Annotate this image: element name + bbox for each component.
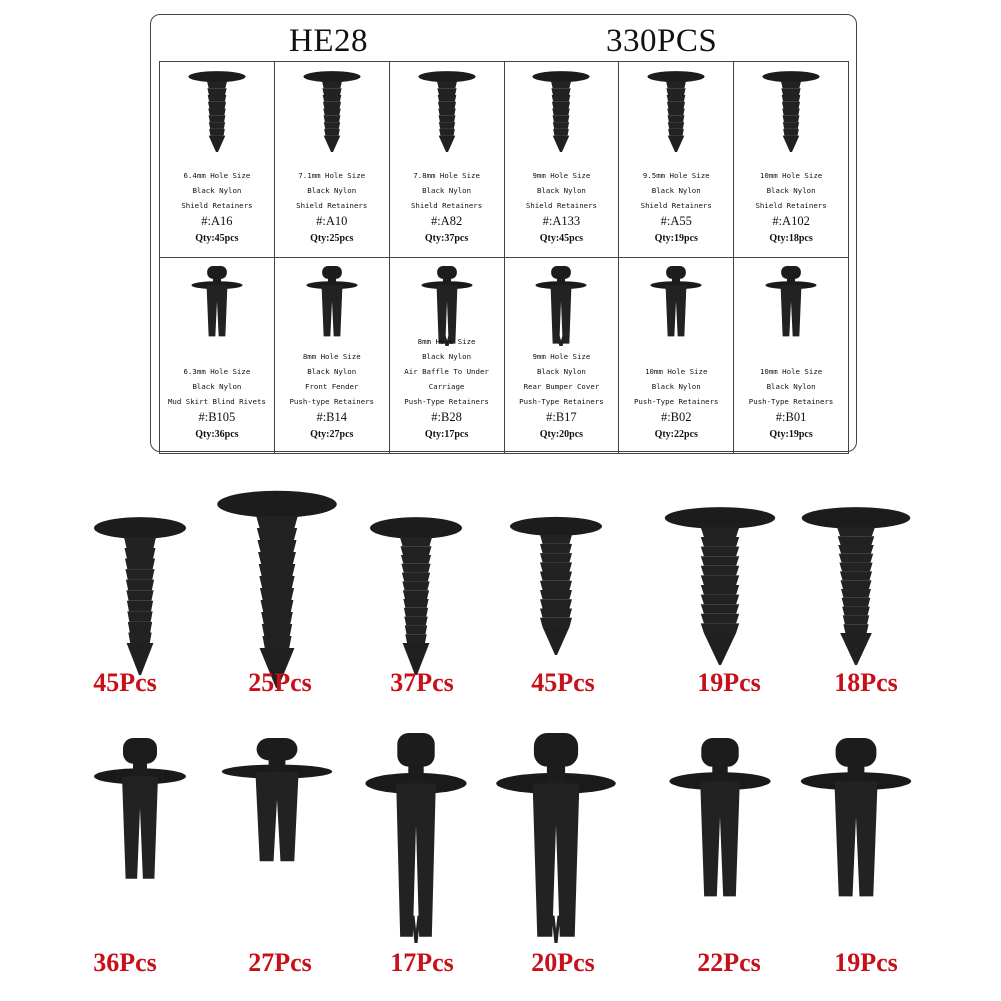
material: Black Nylon [422, 186, 472, 195]
material: Black Nylon [651, 186, 701, 195]
quantity: Qty:27pcs [310, 429, 354, 440]
piece-count-label: 19Pcs [697, 668, 761, 697]
application: Rear Bumper Cover [523, 382, 600, 391]
part-code: #:B01 [775, 410, 807, 424]
spec-cell [734, 258, 849, 454]
quantity: Qty:19pcs [654, 233, 698, 244]
hole-size: 6.4mm Hole Size [183, 171, 251, 180]
part-code: #:A16 [201, 214, 233, 228]
push-rivet-photo [90, 738, 190, 898]
spec-cell [734, 62, 849, 258]
spec-cell [275, 258, 390, 454]
spec-cell [505, 258, 620, 454]
application-line2: Push-Type Retainers [519, 397, 604, 406]
quantity: Qty:36pcs [195, 429, 239, 440]
application-line2: Push-type Retainers [289, 397, 375, 406]
push-rivet-icon [361, 733, 471, 943]
material: Black Nylon [307, 367, 357, 376]
hole-size: 7.8mm Hole Size [413, 171, 480, 180]
part-code: #:A55 [660, 214, 692, 228]
application: Mud Skirt Blind Rivets [167, 397, 266, 406]
spec-cell [619, 258, 734, 454]
piece-count-label: 18Pcs [834, 668, 898, 697]
part-code: #:B17 [546, 410, 577, 424]
push-rivet-icon [303, 266, 361, 346]
piece-count-label: 36Pcs [93, 948, 157, 977]
piece-count-label: 17Pcs [390, 948, 454, 977]
christmas-tree-retainer-icon [760, 70, 822, 152]
material: Black Nylon [651, 382, 701, 391]
hole-size: 10mm Hole Size [759, 367, 823, 376]
piece-count-label: 45Pcs [531, 668, 595, 697]
spec-cell [505, 62, 620, 258]
christmas-tree-retainer-icon [645, 70, 707, 152]
part-code: #:B14 [316, 410, 348, 424]
quantity: Qty:17pcs [424, 429, 469, 440]
christmas-tree-retainer-photo [212, 488, 342, 688]
hole-size: 8mm Hole Size [302, 352, 361, 361]
material: Black Nylon [536, 367, 586, 376]
christmas-tree-retainer-photo [90, 515, 190, 675]
christmas-tree-retainer-photo [797, 505, 915, 665]
application: Shield Retainers [755, 201, 827, 210]
spec-cell [390, 258, 505, 454]
application-line2: Push-Type Retainers [404, 397, 489, 406]
product-spec-card [150, 14, 857, 452]
push-rivet-photo [665, 738, 775, 918]
material: Black Nylon [766, 382, 816, 391]
push-rivet-icon [188, 266, 246, 346]
material: Black Nylon [766, 186, 816, 195]
hole-size: 9.5mm Hole Size [642, 171, 710, 180]
material: Black Nylon [192, 186, 242, 195]
application: Shield Retainers [640, 201, 712, 210]
quantity: Qty:45pcs [539, 233, 584, 244]
part-code: #:B105 [198, 410, 236, 424]
spec-cell [160, 62, 275, 258]
piece-count-label: 27Pcs [248, 948, 312, 977]
christmas-tree-retainer-icon [90, 515, 190, 675]
push-rivet-photo [361, 733, 471, 943]
hole-size: 9mm Hole Size [532, 352, 591, 361]
model-title: HE28 [289, 23, 368, 59]
spec-cell [390, 62, 505, 258]
push-rivet-icon [532, 266, 590, 346]
christmas-tree-retainer-icon [797, 505, 915, 665]
christmas-tree-retainer-icon [301, 70, 363, 152]
christmas-tree-retainer-photo [366, 515, 466, 675]
material: Black Nylon [422, 352, 472, 361]
push-rivet-icon [762, 266, 820, 346]
quantity: Qty:37pcs [424, 233, 469, 244]
spec-cell [160, 258, 275, 454]
application: Front Fender [305, 382, 359, 391]
push-rivet-photo [217, 738, 337, 878]
material: Black Nylon [536, 186, 586, 195]
part-code: #:B28 [431, 410, 462, 424]
card-header [151, 15, 856, 60]
push-rivet-icon [90, 738, 190, 898]
quantity: Qty:18pcs [769, 233, 813, 244]
push-rivet-photo [796, 738, 916, 918]
push-rivet-icon [491, 733, 621, 943]
total-count-title: 330PCS [606, 23, 718, 59]
application: Air Baffle To Under Carriage [404, 367, 489, 391]
piece-count-label: 45Pcs [93, 668, 157, 697]
quantity: Qty:25pcs [310, 233, 354, 244]
christmas-tree-retainer-photo [660, 505, 780, 665]
christmas-tree-retainer-icon [186, 70, 248, 152]
part-code: #:B02 [660, 410, 692, 424]
spec-cell [275, 62, 390, 258]
push-rivet-icon [665, 738, 775, 918]
application: Push-Type Retainers [748, 397, 834, 406]
push-rivet-photo [491, 733, 621, 943]
christmas-tree-retainer-photo [506, 515, 606, 655]
application: Shield Retainers [525, 201, 598, 210]
hole-size: 9mm Hole Size [532, 171, 591, 180]
part-code: #:A82 [430, 214, 463, 228]
application: Shield Retainers [410, 201, 483, 210]
hole-size: 10mm Hole Size [645, 367, 708, 376]
piece-count-label: 19Pcs [834, 948, 898, 977]
hole-size: 7.1mm Hole Size [298, 171, 366, 180]
christmas-tree-retainer-icon [506, 515, 606, 655]
hole-size: 10mm Hole Size [759, 171, 823, 180]
christmas-tree-retainer-icon [660, 505, 780, 665]
piece-count-label: 37Pcs [390, 668, 454, 697]
part-code: #:A10 [316, 214, 348, 228]
quantity: Qty:22pcs [654, 429, 698, 440]
push-rivet-icon [796, 738, 916, 918]
application: Push-Type Retainers [633, 397, 719, 406]
christmas-tree-retainer-icon [212, 488, 342, 688]
quantity: Qty:19pcs [769, 429, 813, 440]
piece-count-label: 20Pcs [531, 948, 595, 977]
material: Black Nylon [307, 186, 357, 195]
spec-grid [159, 61, 849, 454]
christmas-tree-retainer-icon [366, 515, 466, 675]
push-rivet-icon [647, 266, 705, 346]
christmas-tree-retainer-icon [416, 70, 478, 152]
material: Black Nylon [192, 382, 242, 391]
hole-size: 8mm Hole Size [417, 337, 476, 346]
spec-cell [619, 62, 734, 258]
part-code: #:A133 [542, 214, 581, 228]
application: Shield Retainers [181, 201, 253, 210]
push-rivet-icon [217, 738, 337, 878]
application: Shield Retainers [296, 201, 368, 210]
christmas-tree-retainer-icon [530, 70, 592, 152]
piece-count-label: 25Pcs [248, 668, 312, 697]
piece-count-label: 22Pcs [697, 948, 761, 977]
part-code: #:A102 [772, 214, 810, 228]
quantity: Qty:20pcs [539, 429, 584, 440]
hole-size: 6.3mm Hole Size [183, 367, 251, 376]
quantity: Qty:45pcs [195, 233, 239, 244]
